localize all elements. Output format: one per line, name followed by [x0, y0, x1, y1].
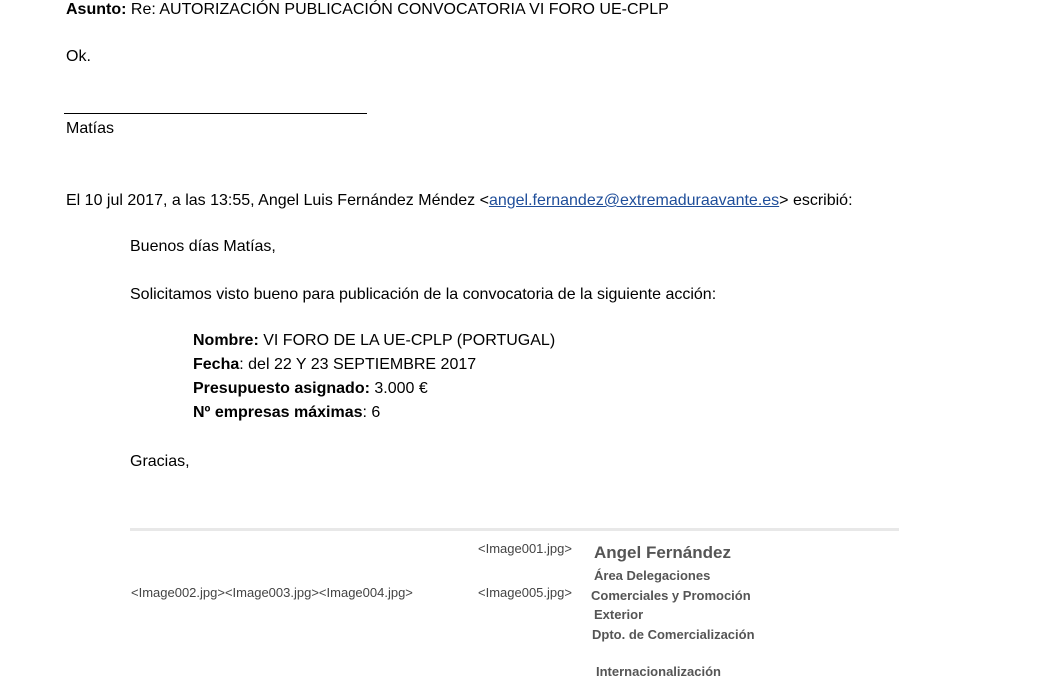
- detail-label: Fecha: [193, 356, 240, 373]
- image-placeholders-row: <Image002.jpg><Image003.jpg><Image004.jpg>: [131, 585, 413, 600]
- greeting: Buenos días Matías,: [130, 238, 276, 255]
- signature-line: Dpto. de Comercialización: [592, 627, 755, 642]
- detail-presupuesto: [193, 379, 428, 399]
- signature-line: Internacionalización: [596, 664, 721, 679]
- quote-header-prefix: El 10 jul 2017, a las 13:55, Angel Luis Fernández Méndez <: [66, 192, 489, 209]
- signature-line: Exterior: [594, 607, 644, 622]
- detail-label: Nº empresas máximas: [193, 404, 363, 421]
- closing: Gracias,: [130, 453, 190, 470]
- signature-line: Comerciales y Promoción: [591, 588, 751, 603]
- detail-label: Presupuesto asignado:: [193, 380, 370, 397]
- image-placeholder-5: <Image005.jpg>: [478, 585, 572, 600]
- detail-value: VI FORO DE LA UE-CPLP (PORTUGAL): [258, 332, 556, 349]
- subject-value: Re: AUTORIZACIÓN PUBLICACIÓN CONVOCATORIA VI FORO UE-CPLP: [126, 1, 669, 18]
- detail-value: : del 22 Y 23 SEPTIEMBRE 2017: [239, 356, 477, 373]
- detail-label: Nombre:: [193, 332, 259, 349]
- reply-signature: Matías: [66, 120, 115, 137]
- signature-name: Angel Fernández: [594, 543, 731, 562]
- quote-header: [66, 191, 853, 211]
- detail-empresas: [193, 403, 380, 423]
- detail-value: 3.000 €: [369, 380, 428, 397]
- signature-block: [591, 540, 900, 679]
- quote-header-suffix: > escribió:: [779, 192, 853, 209]
- sender-email-link[interactable]: angel.fernandez@extremaduraavante.es: [488, 192, 780, 209]
- footer-divider: [130, 528, 899, 531]
- detail-fecha: [193, 355, 476, 375]
- request-text: Solicitamos visto bueno para publicación de la convocatoria de la siguiente acción:: [130, 286, 717, 303]
- signature-divider: [64, 113, 367, 114]
- reply-text: Ok.: [66, 48, 91, 65]
- signature-line: Área Delegaciones: [594, 568, 711, 583]
- image-placeholder-1: <Image001.jpg>: [478, 541, 572, 556]
- subject-line: [66, 0, 669, 20]
- detail-value: : 6: [362, 404, 381, 421]
- detail-nombre: [193, 331, 555, 351]
- subject-label: Asunto:: [66, 1, 127, 18]
